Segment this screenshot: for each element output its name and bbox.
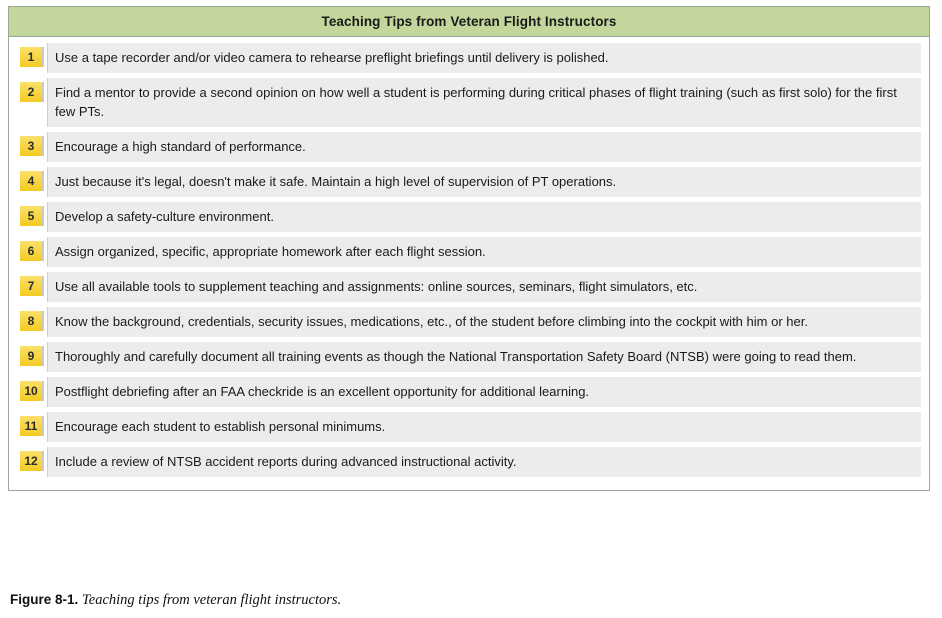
tip-text: Find a mentor to provide a second opinion on how well a student is performing during critical phases of flight training (such as first solo) for the first few PTs.	[47, 78, 921, 127]
tip-text: Thoroughly and carefully document all training events as though the National Transportation Safety Board (NTSB) were going to read them.	[47, 342, 921, 372]
tip-number-badge: 2	[20, 82, 44, 102]
list-item	[17, 167, 921, 197]
list-item	[17, 447, 921, 477]
tip-text: Encourage each student to establish personal minimums.	[47, 412, 921, 442]
figure-title: Teaching Tips from Veteran Flight Instructors	[9, 7, 929, 37]
tip-number-cell	[17, 307, 47, 337]
list-item	[17, 237, 921, 267]
tip-number-cell	[17, 447, 47, 477]
tip-number-cell	[17, 132, 47, 162]
list-item	[17, 78, 921, 127]
tip-number-badge: 5	[20, 206, 44, 226]
list-item	[17, 377, 921, 407]
tip-number-cell	[17, 272, 47, 302]
tip-number-cell	[17, 237, 47, 267]
tip-number-badge: 10	[20, 381, 44, 401]
tip-text: Encourage a high standard of performance.	[47, 132, 921, 162]
tip-text: Postflight debriefing after an FAA checkride is an excellent opportunity for additional learning.	[47, 377, 921, 407]
list-item	[17, 272, 921, 302]
tip-number-cell	[17, 412, 47, 442]
list-item	[17, 132, 921, 162]
tips-list	[9, 37, 929, 490]
list-item	[17, 342, 921, 372]
tip-number-badge: 3	[20, 136, 44, 156]
tip-number-badge: 7	[20, 276, 44, 296]
figure-caption-label: Figure 8-1.	[10, 592, 79, 607]
tip-number-cell	[17, 78, 47, 127]
tip-number-badge: 1	[20, 47, 44, 67]
tip-number-cell	[17, 342, 47, 372]
tip-number-badge: 8	[20, 311, 44, 331]
figure-caption	[10, 592, 341, 609]
tip-text: Use a tape recorder and/or video camera to rehearse preflight briefings until delivery is polished.	[47, 43, 921, 73]
tip-text: Know the background, credentials, security issues, medications, etc., of the student before climbing into the cockpit with him or her.	[47, 307, 921, 337]
tip-number-badge: 9	[20, 346, 44, 366]
list-item	[17, 202, 921, 232]
tip-text: Develop a safety-culture environment.	[47, 202, 921, 232]
tip-number-cell	[17, 202, 47, 232]
tip-number-cell	[17, 167, 47, 197]
tip-text: Just because it's legal, doesn't make it safe. Maintain a high level of supervision of PT operations.	[47, 167, 921, 197]
tip-text: Use all available tools to supplement teaching and assignments: online sources, seminars, flight simulators, etc.	[47, 272, 921, 302]
tip-number-badge: 11	[20, 416, 44, 436]
tip-number-badge: 12	[20, 451, 44, 471]
tip-number-cell	[17, 377, 47, 407]
tip-text: Assign organized, specific, appropriate homework after each flight session.	[47, 237, 921, 267]
tip-number-badge: 6	[20, 241, 44, 261]
list-item	[17, 412, 921, 442]
list-item	[17, 307, 921, 337]
tip-text: Include a review of NTSB accident reports during advanced instructional activity.	[47, 447, 921, 477]
tip-number-badge: 4	[20, 171, 44, 191]
figure-caption-text: Teaching tips from veteran flight instructors.	[82, 592, 342, 608]
list-item	[17, 43, 921, 73]
figure-box	[8, 6, 930, 491]
tip-number-cell	[17, 43, 47, 73]
